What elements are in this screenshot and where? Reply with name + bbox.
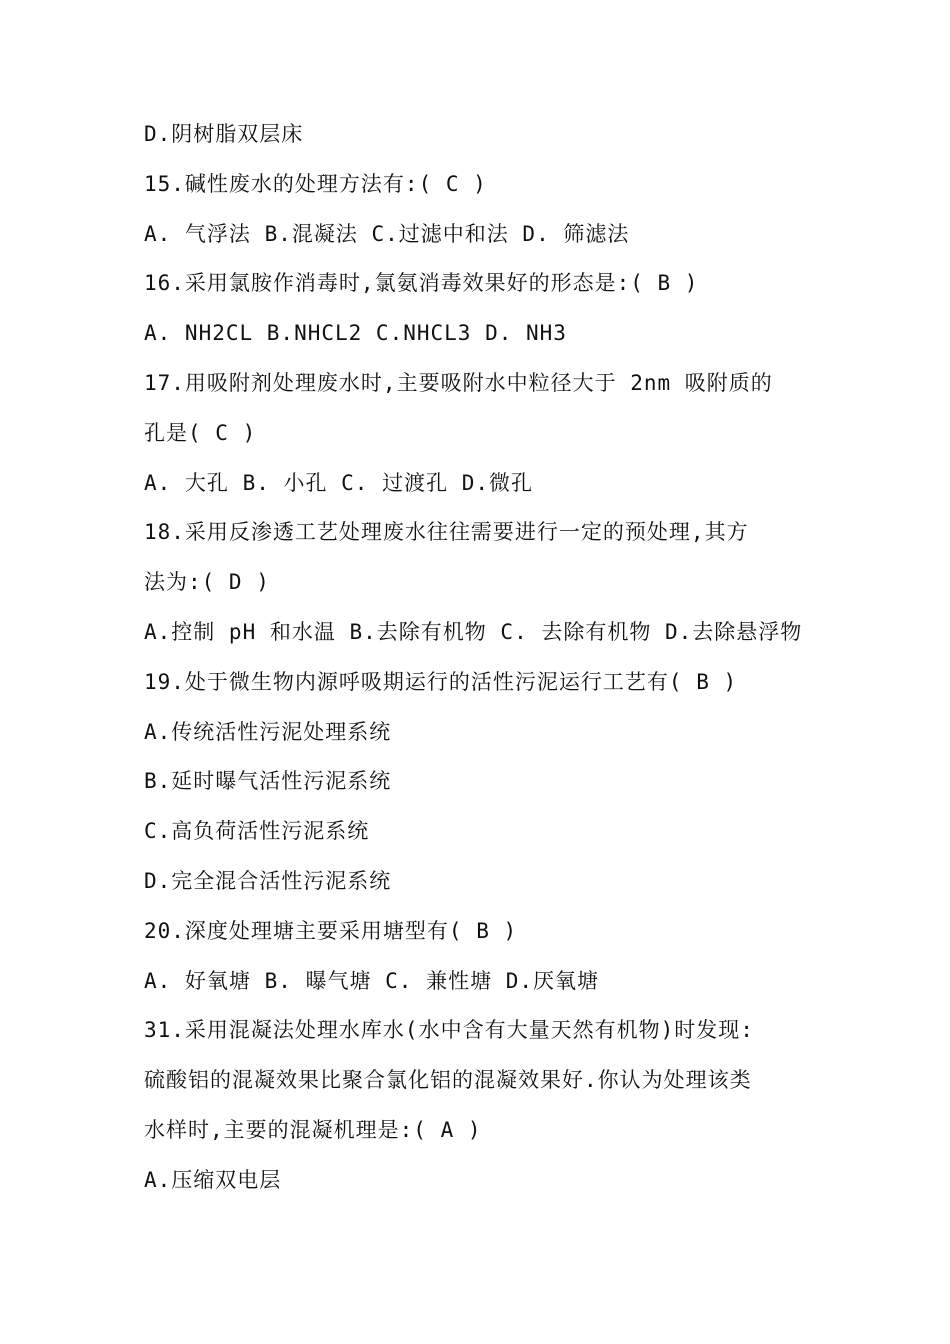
question-15-options: A. 气浮法 B.混凝法 C.过滤中和法 D. 筛滤法 [144, 221, 630, 246]
question-31-cont-2: 水样时,主要的混凝机理是:( A ) [144, 1117, 482, 1142]
question-31: 31.采用混凝法处理水库水(水中含有大量天然有机物)时发现: [144, 1018, 754, 1043]
question-31-option-a: A.压缩双电层 [144, 1167, 282, 1192]
document-body [144, 110, 824, 1206]
question-20-options: A. 好氧塘 B. 曝气塘 C. 兼性塘 D.厌氧塘 [144, 968, 600, 993]
question-18: 18.采用反渗透工艺处理废水往往需要进行一定的预处理,其方 [144, 520, 749, 545]
question-17-options: A. 大孔 B. 小孔 C. 过渡孔 D.微孔 [144, 470, 534, 495]
question-19-option-c: C.高负荷活性污泥系统 [144, 819, 370, 844]
text-line: D.阴树脂双层床 [144, 122, 304, 146]
question-17: 17.用吸附剂处理废水时,主要吸附水中粒径大于 2nm 吸附质的 [144, 370, 773, 395]
question-18-options: A.控制 pH 和水温 B.去除有机物 C. 去除有机物 D.去除悬浮物 [144, 619, 803, 644]
question-16-options: A. NH2CL B.NHCL2 C.NHCL3 D. NH3 [144, 321, 567, 346]
question-19: 19.处于微生物内源呼吸期运行的活性污泥运行工艺有( B ) [144, 669, 738, 694]
question-31-cont-1: 硫酸铝的混凝效果比聚合氯化铝的混凝效果好.你认为处理该类 [144, 1068, 752, 1093]
question-19-option-d: D.完全混合活性污泥系统 [144, 868, 392, 893]
question-19-option-a: A.传统活性污泥处理系统 [144, 719, 392, 744]
question-17-cont: 孔是( C ) [144, 420, 257, 445]
question-20: 20.深度处理塘主要采用塘型有( B ) [144, 918, 518, 943]
question-18-cont: 法为:( D ) [144, 570, 270, 595]
question-19-option-b: B.延时曝气活性污泥系统 [144, 769, 392, 794]
question-16: 16.采用氯胺作消毒时,氯氨消毒效果好的形态是:( B ) [144, 271, 699, 296]
question-15: 15.碱性废水的处理方法有:( C ) [144, 171, 487, 196]
